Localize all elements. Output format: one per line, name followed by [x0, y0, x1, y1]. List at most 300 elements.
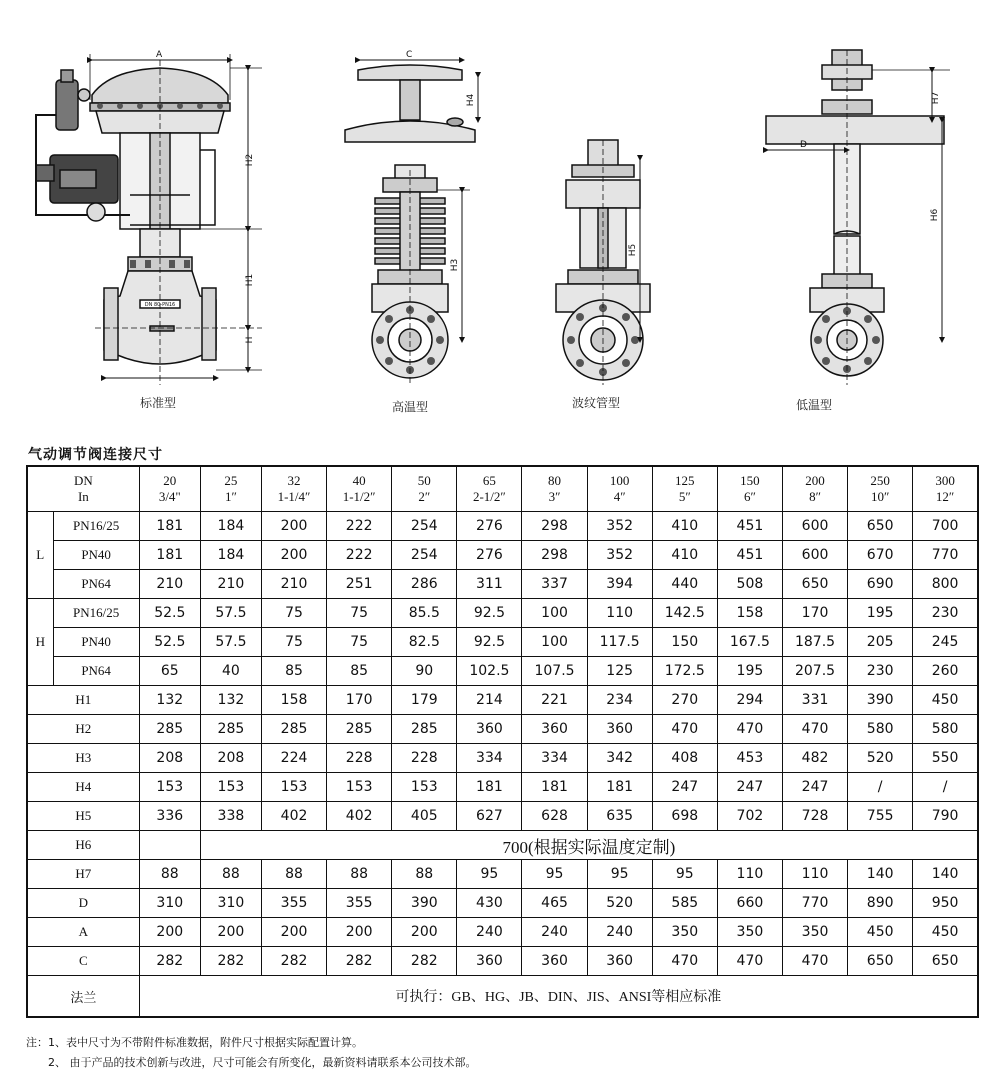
table-cell: 453	[717, 744, 782, 773]
table-cell: 402	[327, 802, 392, 831]
valve-drawings	[0, 0, 1000, 440]
header-inch-value: 3/4"	[158, 489, 181, 504]
table-cell: 102.5	[457, 657, 522, 686]
table-row	[27, 715, 978, 744]
header-inch-value: 6″	[743, 489, 756, 504]
table-cell: 245	[913, 628, 978, 657]
table-cell: 650	[782, 570, 847, 599]
row-label: PN40	[53, 628, 139, 657]
header-size-40	[327, 466, 392, 512]
table-cell: 650	[848, 947, 913, 976]
table-cell: 336	[139, 802, 200, 831]
header-dn-value: 300	[935, 473, 955, 488]
table-cell: 282	[200, 947, 261, 976]
header-dn-value: 100	[609, 473, 630, 488]
header-size-65	[457, 466, 522, 512]
table-cell: 110	[587, 599, 652, 628]
table-row	[27, 628, 978, 657]
row-label: H3	[27, 744, 139, 773]
table-cell: 221	[522, 686, 587, 715]
table-cell: 140	[913, 860, 978, 889]
table-cell: 600	[782, 512, 847, 541]
row-label: H6	[27, 831, 139, 860]
header-dn-value: 150	[740, 473, 760, 488]
table-cell: 247	[717, 773, 782, 802]
table-cell: 181	[139, 512, 200, 541]
table-cell: 394	[587, 570, 652, 599]
table-cell: 200	[327, 918, 392, 947]
table-cell: 352	[587, 512, 652, 541]
table-cell: 465	[522, 889, 587, 918]
table-cell: 170	[327, 686, 392, 715]
table-cell: 82.5	[392, 628, 457, 657]
table-row	[27, 889, 978, 918]
table-cell: 85	[261, 657, 326, 686]
table-cell: 650	[913, 947, 978, 976]
table-row-h6	[27, 831, 978, 860]
dim-label-H5: H5	[628, 243, 638, 257]
table-cell: 508	[717, 570, 782, 599]
table-cell: 200	[200, 918, 261, 947]
table-cell: 110	[782, 860, 847, 889]
table-row	[27, 802, 978, 831]
table-cell: 285	[200, 715, 261, 744]
table-cell: 234	[587, 686, 652, 715]
header-inch-value: 8″	[809, 489, 821, 504]
table-cell: 222	[327, 512, 392, 541]
table-cell: 75	[327, 599, 392, 628]
table-cell: 260	[913, 657, 978, 686]
dim-label-D: D	[800, 140, 807, 150]
table-cell: 580	[913, 715, 978, 744]
table-cell: 470	[782, 715, 847, 744]
row-label: H1	[27, 686, 139, 715]
row-label: D	[27, 889, 139, 918]
header-dn-value: 125	[675, 473, 695, 488]
table-cell: 410	[652, 541, 717, 570]
header-dn-label: DN	[73, 473, 93, 488]
h6-note: 700(根据实际温度定制)	[200, 831, 978, 860]
header-inch-value: 1-1/2″	[342, 489, 376, 504]
table-cell: 520	[848, 744, 913, 773]
table-cell: 451	[717, 512, 782, 541]
table-row	[27, 918, 978, 947]
row-label: 法兰	[27, 976, 139, 1018]
header-inch-value: 12″	[935, 489, 955, 504]
table-cell: 95	[587, 860, 652, 889]
table-cell: 170	[782, 599, 847, 628]
table-cell: 360	[457, 947, 522, 976]
table-cell: 470	[782, 947, 847, 976]
header-size-150	[717, 466, 782, 512]
table-cell: 75	[261, 599, 326, 628]
table-cell: 100	[522, 599, 587, 628]
table-cell: 52.5	[139, 628, 200, 657]
table-cell: 65	[139, 657, 200, 686]
table-cell: 92.5	[457, 628, 522, 657]
header-dn-value: 32	[287, 473, 301, 488]
table-cell: 230	[848, 657, 913, 686]
table-cell: 85	[327, 657, 392, 686]
table-cell: 195	[717, 657, 782, 686]
table-cell: 450	[913, 686, 978, 715]
table-row	[27, 570, 978, 599]
table-row	[27, 744, 978, 773]
table-cell: /	[848, 773, 913, 802]
table-cell: 52.5	[139, 599, 200, 628]
table-cell: 205	[848, 628, 913, 657]
table-cell: 585	[652, 889, 717, 918]
row-label: PN64	[53, 570, 139, 599]
table-cell: 470	[652, 715, 717, 744]
header-inch-value: 3″	[548, 489, 561, 504]
table-cell: 240	[457, 918, 522, 947]
row-label: PN64	[53, 657, 139, 686]
table-cell: 247	[652, 773, 717, 802]
table-cell: 107.5	[522, 657, 587, 686]
table-cell: 195	[848, 599, 913, 628]
table-cell: 520	[587, 889, 652, 918]
table-cell: 350	[782, 918, 847, 947]
table-cell: 698	[652, 802, 717, 831]
table-row	[27, 947, 978, 976]
table-cell: 285	[392, 715, 457, 744]
group-label-L: L	[27, 512, 53, 599]
table-cell: 132	[200, 686, 261, 715]
table-cell: 95	[522, 860, 587, 889]
bellows-valve-drawing	[556, 140, 650, 385]
table-cell: 270	[652, 686, 717, 715]
table-cell: 158	[717, 599, 782, 628]
table-cell: 179	[392, 686, 457, 715]
table-cell: 85.5	[392, 599, 457, 628]
table-cell: 770	[782, 889, 847, 918]
table-cell: 334	[457, 744, 522, 773]
caption-low-temp: 低温型	[796, 398, 833, 412]
table-cell: 790	[913, 802, 978, 831]
table-row	[27, 860, 978, 889]
dim-label-H3: H3	[450, 258, 460, 272]
table-cell: 132	[139, 686, 200, 715]
table-cell: 298	[522, 541, 587, 570]
table-cell: 92.5	[457, 599, 522, 628]
table-row	[27, 512, 978, 541]
header-inch-value: 1-1/4″	[277, 489, 311, 504]
table-cell: 700	[913, 512, 978, 541]
table-cell: 360	[587, 715, 652, 744]
table-cell: 755	[848, 802, 913, 831]
header-size-25	[200, 466, 261, 512]
table-cell: 88	[261, 860, 326, 889]
header-dn-value: 25	[224, 473, 238, 488]
header-inch-value: 5″	[678, 489, 691, 504]
table-cell: 95	[457, 860, 522, 889]
table-cell: 140	[848, 860, 913, 889]
table-cell: 282	[139, 947, 200, 976]
table-cell: 450	[848, 918, 913, 947]
table-row	[27, 599, 978, 628]
note-2: 2、 由于产品的技术创新与改进，尺寸可能会有所变化，最新资料请联系本公司技术部。	[48, 1056, 477, 1069]
table-cell: 310	[139, 889, 200, 918]
table-cell: 153	[392, 773, 457, 802]
header-dn-value: 20	[163, 473, 177, 488]
table-cell: 158	[261, 686, 326, 715]
table-cell: 450	[913, 918, 978, 947]
table-cell: 57.5	[200, 599, 261, 628]
table-cell: 352	[587, 541, 652, 570]
table-cell: 200	[261, 918, 326, 947]
table-cell: 222	[327, 541, 392, 570]
table-cell: 228	[327, 744, 392, 773]
table-cell: 294	[717, 686, 782, 715]
header-in-label: In	[77, 489, 89, 504]
caption-high-temp: 高温型	[392, 400, 429, 414]
table-cell: 208	[200, 744, 261, 773]
header-size-80	[522, 466, 587, 512]
caption-standard: 标准型	[140, 396, 177, 410]
table-cell: 88	[200, 860, 261, 889]
table-cell: 470	[717, 715, 782, 744]
table-cell: 214	[457, 686, 522, 715]
table-cell: 282	[261, 947, 326, 976]
header-inch-value: 1″	[224, 489, 237, 504]
table-cell: 285	[139, 715, 200, 744]
table-cell: 360	[522, 947, 587, 976]
table-cell: 57.5	[200, 628, 261, 657]
row-label: H7	[27, 860, 139, 889]
row-label: PN40	[53, 541, 139, 570]
table-cell: 470	[717, 947, 782, 976]
table-cell: 224	[261, 744, 326, 773]
table-cell: 88	[139, 860, 200, 889]
table-cell: 402	[261, 802, 326, 831]
table-cell: 254	[392, 541, 457, 570]
flange-standards: 可执行：GB、HG、JB、DIN、JIS、ANSI等相应标准	[139, 976, 978, 1018]
table-row	[27, 657, 978, 686]
table-cell: 247	[782, 773, 847, 802]
row-label: PN16/25	[53, 599, 139, 628]
table-cell: 210	[139, 570, 200, 599]
table-cell: 167.5	[717, 628, 782, 657]
table-cell: 470	[652, 947, 717, 976]
table-cell: 230	[913, 599, 978, 628]
header-size-100	[587, 466, 652, 512]
table-cell: 240	[522, 918, 587, 947]
header-dn-value: 80	[548, 473, 562, 488]
table-cell: 153	[261, 773, 326, 802]
dim-label-C: C	[406, 50, 413, 60]
header-inch-value: 2-1/2″	[472, 489, 506, 504]
table-cell: 355	[261, 889, 326, 918]
table-cell: 334	[522, 744, 587, 773]
dim-label-H2: H2	[245, 153, 255, 167]
table-cell: 337	[522, 570, 587, 599]
row-label: A	[27, 918, 139, 947]
table-cell: 200	[139, 918, 200, 947]
section-title: 气动调节阀连接尺寸	[28, 447, 163, 463]
table-cell: 410	[652, 512, 717, 541]
table-cell: 360	[457, 715, 522, 744]
table-cell: 550	[913, 744, 978, 773]
header-size-200	[782, 466, 847, 512]
caption-bellows: 波纹管型	[572, 396, 621, 410]
table-cell: 181	[139, 541, 200, 570]
header-size-125	[652, 466, 717, 512]
table-cell: 311	[457, 570, 522, 599]
table-cell: 451	[717, 541, 782, 570]
table-cell: 187.5	[782, 628, 847, 657]
header-inch-value: 4″	[613, 489, 626, 504]
table-cell: 142.5	[652, 599, 717, 628]
table-cell: 430	[457, 889, 522, 918]
table-cell: 254	[392, 512, 457, 541]
table-cell: 635	[587, 802, 652, 831]
table-row	[27, 541, 978, 570]
header-inch-value: 10″	[870, 489, 890, 504]
header-inch-value: 2″	[418, 489, 431, 504]
dim-label-H: H	[245, 336, 255, 344]
table-cell: 251	[327, 570, 392, 599]
table-cell: 390	[848, 686, 913, 715]
group-label-H: H	[27, 599, 53, 686]
table-cell: 208	[139, 744, 200, 773]
header-dn-value: 50	[417, 473, 431, 488]
table-cell: 153	[200, 773, 261, 802]
table-cell: 628	[522, 802, 587, 831]
table-cell: 181	[457, 773, 522, 802]
table-cell: 88	[327, 860, 392, 889]
table-cell: 482	[782, 744, 847, 773]
table-cell: 670	[848, 541, 913, 570]
table-cell: 282	[327, 947, 392, 976]
high-temp-valve-drawing	[345, 60, 478, 385]
low-temp-valve-drawing	[766, 50, 950, 385]
row-label: C	[27, 947, 139, 976]
table-cell: 342	[587, 744, 652, 773]
header-size-50	[392, 466, 457, 512]
table-cell: 228	[392, 744, 457, 773]
standard-valve-drawing	[36, 54, 262, 385]
table-cell: /	[913, 773, 978, 802]
table-cell: 600	[782, 541, 847, 570]
table-cell: 110	[717, 860, 782, 889]
table-cell: 800	[913, 570, 978, 599]
table-cell: 390	[392, 889, 457, 918]
table-cell: 75	[261, 628, 326, 657]
table-cell: 207.5	[782, 657, 847, 686]
header-size-250	[848, 466, 913, 512]
table-cell: 338	[200, 802, 261, 831]
table-cell: 181	[587, 773, 652, 802]
table-cell: 660	[717, 889, 782, 918]
table-cell: 40	[200, 657, 261, 686]
table-cell: 285	[261, 715, 326, 744]
dim-label-H1: H1	[245, 273, 255, 287]
header-dn-value: 250	[870, 473, 890, 488]
table-cell: 627	[457, 802, 522, 831]
table-cell: 184	[200, 512, 261, 541]
table-cell: 580	[848, 715, 913, 744]
table-cell-empty	[139, 831, 200, 860]
table-cell: 153	[139, 773, 200, 802]
table-cell: 405	[392, 802, 457, 831]
table-cell: 285	[327, 715, 392, 744]
table-cell: 298	[522, 512, 587, 541]
table-cell: 200	[392, 918, 457, 947]
row-label: PN16/25	[53, 512, 139, 541]
dimension-table	[26, 465, 979, 1018]
header-dn-value: 200	[805, 473, 825, 488]
header-dn-in	[27, 466, 139, 512]
table-cell: 702	[717, 802, 782, 831]
table-cell: 282	[392, 947, 457, 976]
row-label: H2	[27, 715, 139, 744]
table-cell: 728	[782, 802, 847, 831]
table-header-row	[27, 466, 978, 512]
table-cell: 88	[392, 860, 457, 889]
table-cell: 770	[913, 541, 978, 570]
nameplate-text: DN 80-PN16	[144, 302, 176, 308]
header-dn-value: 65	[482, 473, 496, 488]
table-cell: 408	[652, 744, 717, 773]
header-size-20	[139, 466, 200, 512]
table-cell: 355	[327, 889, 392, 918]
header-size-300	[913, 466, 978, 512]
table-cell: 150	[652, 628, 717, 657]
table-cell: 125	[587, 657, 652, 686]
table-row	[27, 686, 978, 715]
table-cell: 210	[261, 570, 326, 599]
table-cell: 75	[327, 628, 392, 657]
table-cell: 200	[261, 512, 326, 541]
table-cell: 95	[652, 860, 717, 889]
table-row-flange	[27, 976, 978, 1018]
dim-label-H6: H6	[930, 208, 940, 222]
header-size-32	[261, 466, 326, 512]
table-cell: 360	[522, 715, 587, 744]
table-cell: 650	[848, 512, 913, 541]
table-cell: 950	[913, 889, 978, 918]
dim-label-H7: H7	[931, 91, 941, 105]
table-cell: 440	[652, 570, 717, 599]
table-cell: 100	[522, 628, 587, 657]
table-cell: 117.5	[587, 628, 652, 657]
table-cell: 276	[457, 541, 522, 570]
row-label: H4	[27, 773, 139, 802]
table-cell: 890	[848, 889, 913, 918]
table-cell: 172.5	[652, 657, 717, 686]
table-cell: 331	[782, 686, 847, 715]
table-cell: 90	[392, 657, 457, 686]
table-cell: 240	[587, 918, 652, 947]
table-row	[27, 773, 978, 802]
table-cell: 310	[200, 889, 261, 918]
table-cell: 286	[392, 570, 457, 599]
dim-label-H4: H4	[466, 93, 476, 107]
dim-label-A: A	[156, 50, 163, 60]
note-1: 注：1、表中尺寸为不带附件标准数据，附件尺寸根据实际配置计算。	[26, 1036, 363, 1049]
table-cell: 210	[200, 570, 261, 599]
table-cell: 153	[327, 773, 392, 802]
table-cell: 350	[652, 918, 717, 947]
table-cell: 350	[717, 918, 782, 947]
table-cell: 360	[587, 947, 652, 976]
table-cell: 184	[200, 541, 261, 570]
header-dn-value: 40	[352, 473, 366, 488]
table-cell: 276	[457, 512, 522, 541]
table-cell: 181	[522, 773, 587, 802]
table-cell: 200	[261, 541, 326, 570]
